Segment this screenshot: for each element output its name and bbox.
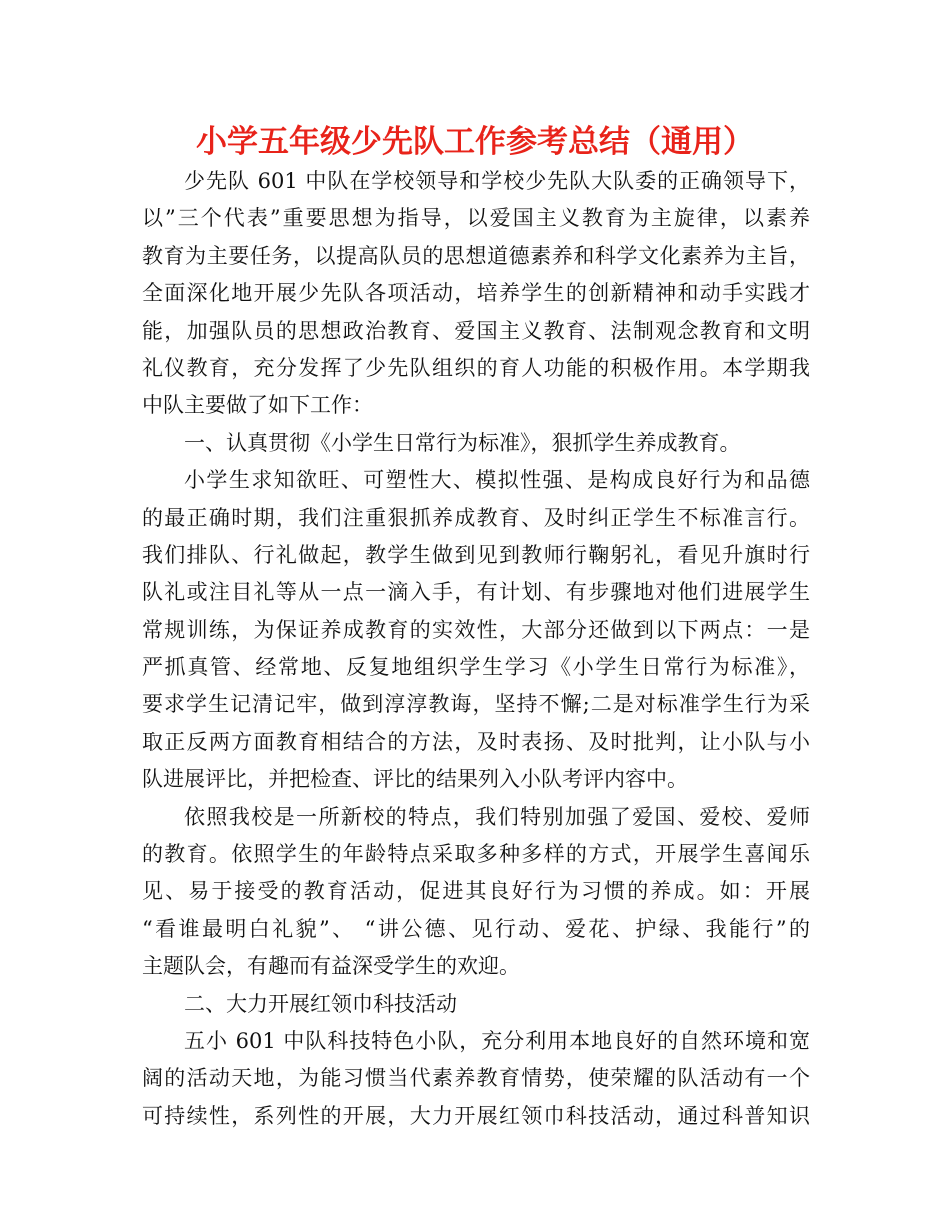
- body-line: 阔的活动天地，为能习惯当代素养教育情势，使荣耀的队活动有一个: [142, 1066, 810, 1091]
- body-line: 的最正确时期，我们注重狠抓养成教育、及时纠正学生不标准言行。: [142, 505, 810, 530]
- body-line: 中队主要做了如下工作：: [142, 393, 373, 418]
- body-line: 依照我校是一所新校的特点，我们特别加强了爱国、爱校、爱师: [184, 804, 810, 829]
- document-body: [142, 163, 810, 1135]
- body-line: 教育为主要任务，以提高队员的思想道德素养和科学文化素养为主旨，: [142, 243, 810, 268]
- body-line: 全面深化地开展少先队各项活动，培养学生的创新精神和动手实践才: [142, 281, 810, 306]
- body-line: 少先队 601 中队在学校领导和学校少先队大队委的正确领导下，: [184, 169, 810, 193]
- body-line: 五小 601 中队科技特色小队，充分利用本地良好的自然环境和宽: [184, 1028, 810, 1053]
- body-line: 主题队会，有趣而有益深受学生的欢迎。: [142, 954, 520, 979]
- body-line: 小学生求知欲旺、可塑性大、模拟性强、是构成良好行为和品德: [184, 468, 810, 493]
- body-line: 可持续性，系列性的开展，大力开展红领巾科技活动，通过科普知识: [142, 1103, 810, 1128]
- body-line: 严抓真管、经常地、反复地组织学生学习《小学生日常行为标准》，: [142, 655, 810, 680]
- body-line: 礼仪教育，充分发挥了少先队组织的育人功能的积极作用。本学期我: [142, 355, 810, 380]
- body-line: 常规训练，为保证养成教育的实效性，大部分还做到以下两点：一是: [142, 617, 810, 642]
- body-line: 取正反两方面教育相结合的方法，及时表扬、及时批判，让小队与小: [142, 729, 810, 754]
- body-line: 一、认真贯彻《小学生日常行为标准》，狠抓学生养成教育。: [184, 430, 741, 455]
- document-title: 小学五年级少先队工作参考总结（通用）: [196, 124, 754, 160]
- body-line: 能，加强队员的思想政治教育、爱国主义教育、法制观念教育和文明: [142, 318, 810, 343]
- body-line: 我们排队、行礼做起，教学生做到见到教师行鞠躬礼，看见升旗时行: [142, 542, 810, 567]
- body-line: 队礼或注目礼等从一点一滴入手，有计划、有步骤地对他们进展学生: [142, 580, 810, 605]
- body-line: 队进展评比，并把检查、评比的结果列入小队考评内容中。: [142, 767, 688, 792]
- body-line: 见、易于接受的教育活动，促进其良好行为习惯的养成。如：开展: [142, 879, 810, 904]
- body-line: “看谁最明白礼貌”、 “讲公德、见行动、爱花、护绿、我能行”的: [142, 916, 810, 941]
- body-line: 要求学生记清记牢，做到淳淳教诲，坚持不懈;二是对标准学生行为采: [142, 692, 810, 717]
- body-line: 以”三个代表”重要思想为指导，以爱国主义教育为主旋律，以素养: [142, 206, 810, 231]
- body-line: 二、大力开展红领巾科技活动: [184, 991, 457, 1016]
- body-line: 的教育。依照学生的年龄特点采取多种多样的方式，开展学生喜闻乐: [142, 842, 810, 867]
